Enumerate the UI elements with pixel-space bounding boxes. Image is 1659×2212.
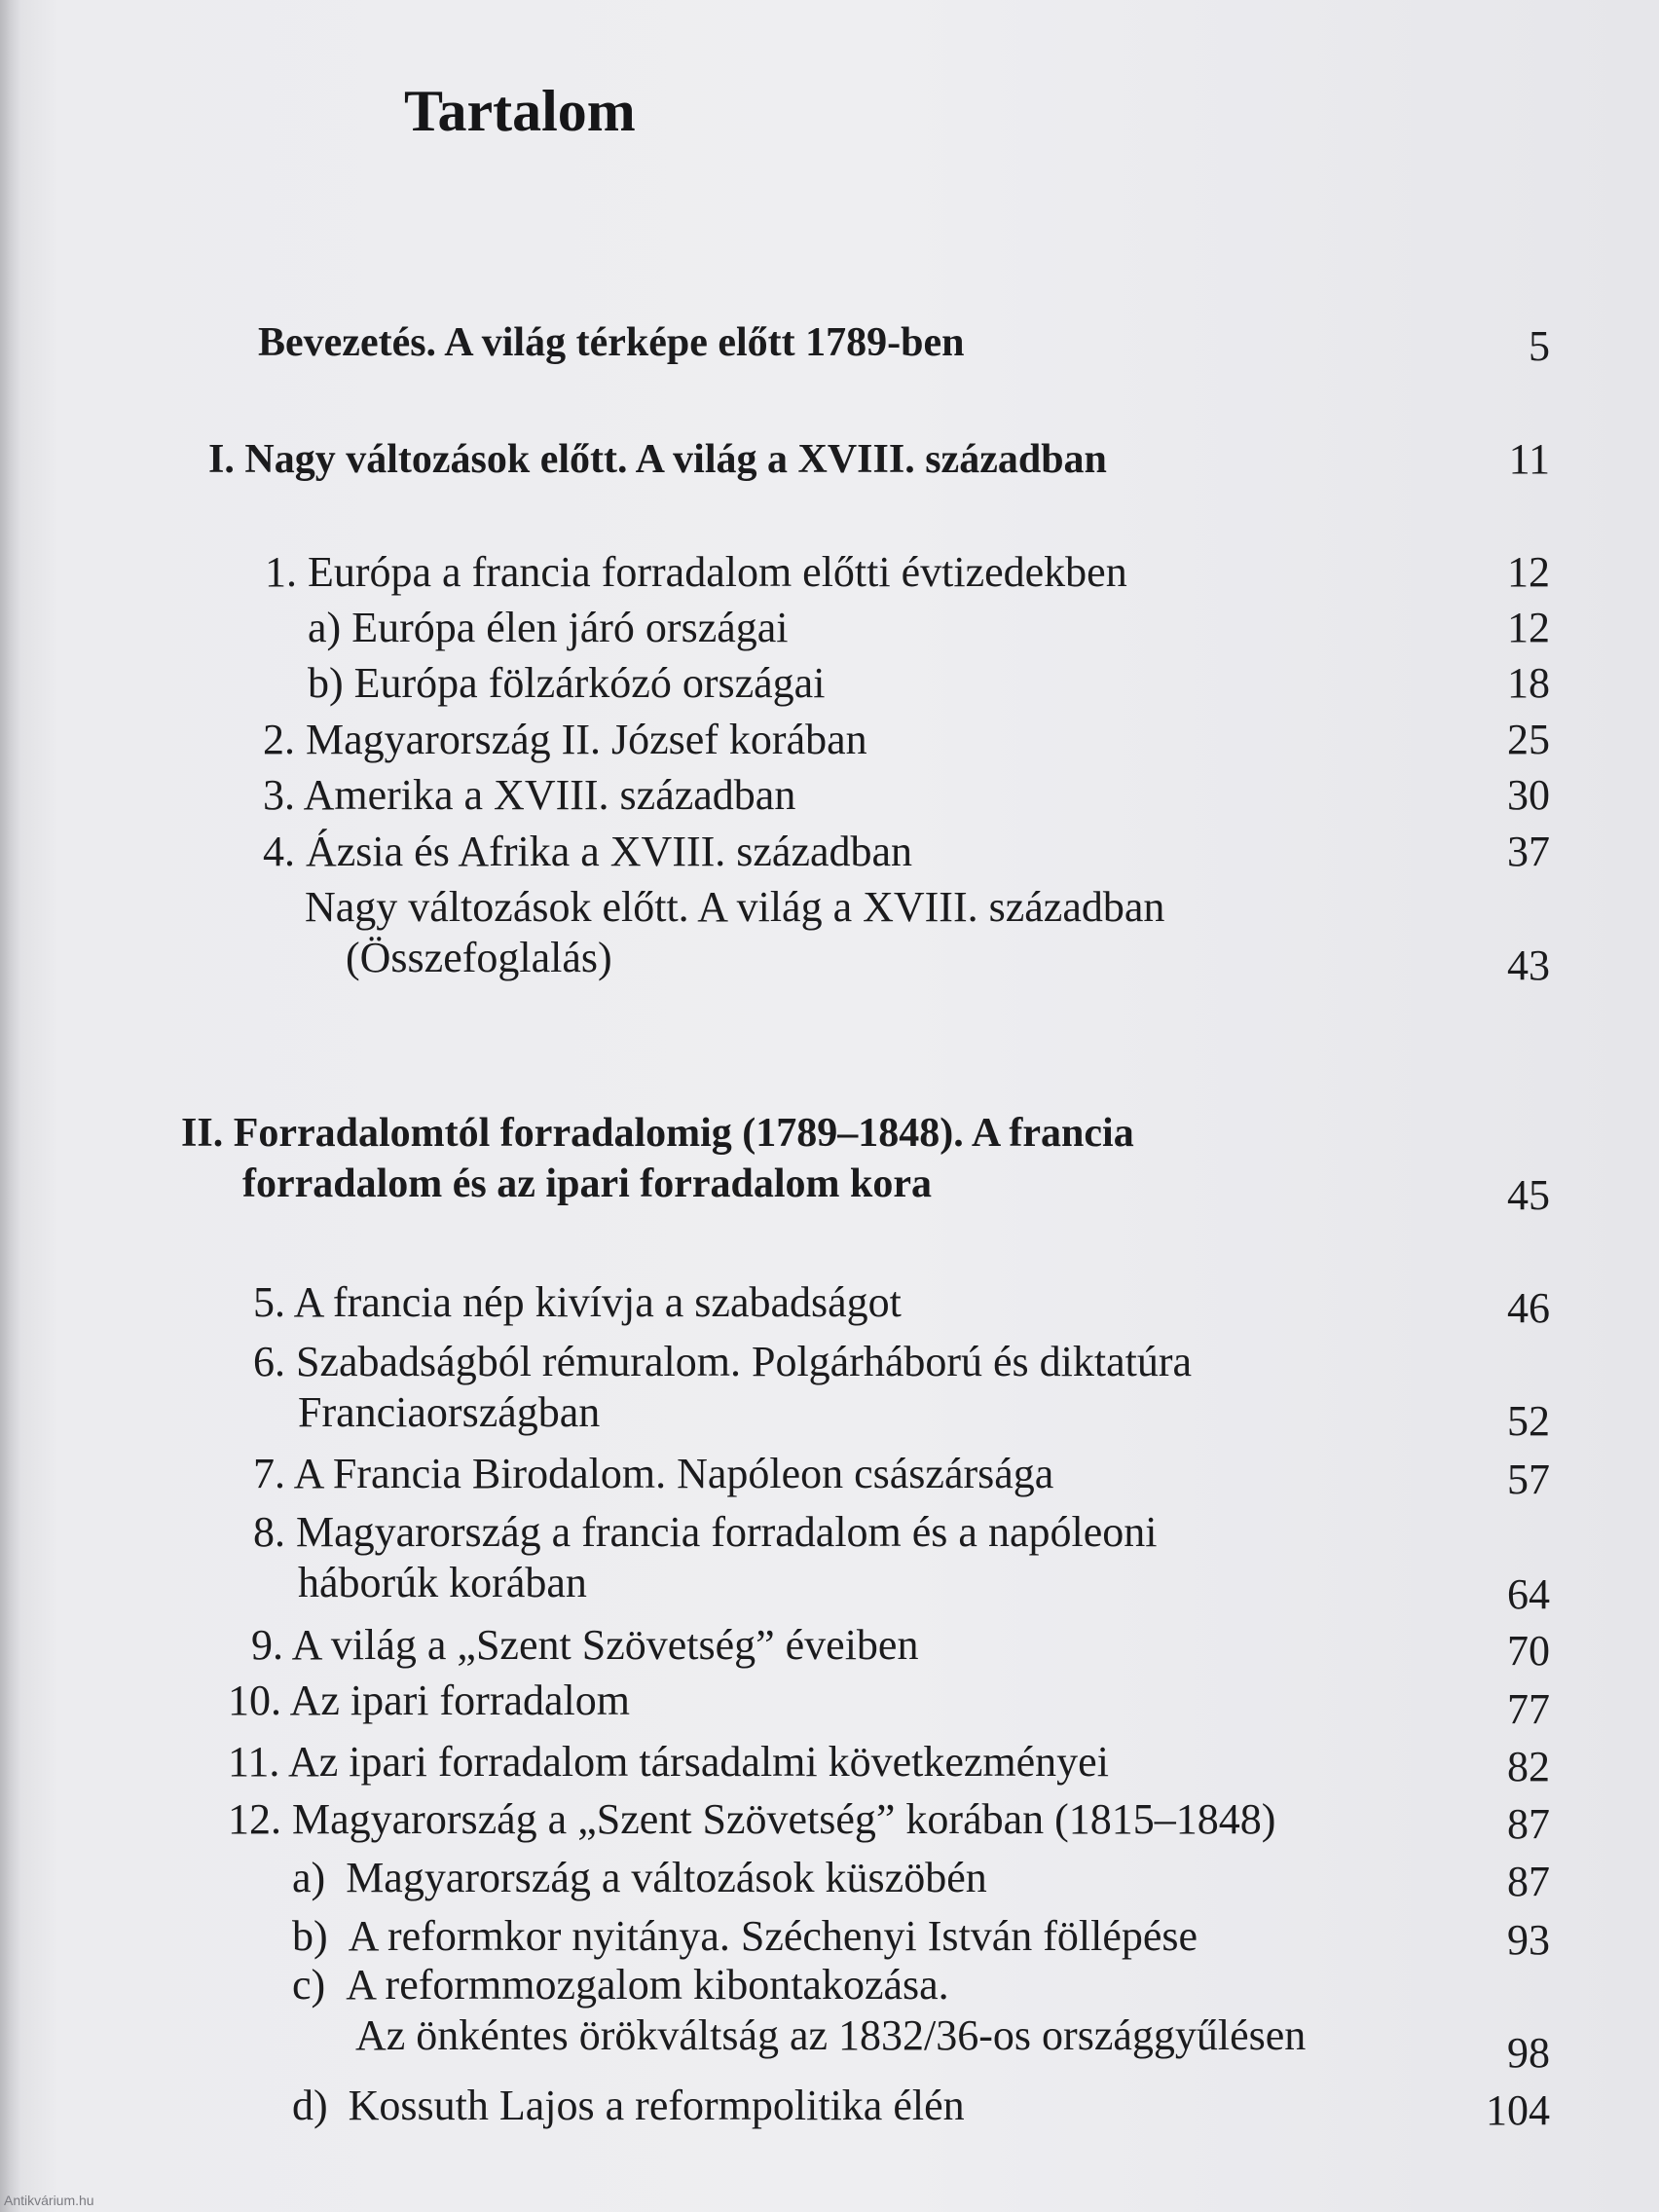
toc-entry-text: Európa élen járó országai [351, 604, 789, 651]
toc-part-label: II. [181, 1111, 224, 1156]
toc-entry-text: Nagy változások előtt. A világ a XVIII. században [244, 437, 1107, 482]
toc-chapter-number: 7. [253, 1450, 285, 1497]
toc-entry-text-line-2: (Összefoglalás) [346, 934, 612, 981]
toc-page-number: 30 [1507, 771, 1550, 819]
toc-page-number: 57 [1507, 1456, 1550, 1503]
toc-page-number: 98 [1507, 2029, 1550, 2077]
toc-entry-text: Bevezetés. A világ térképe előtt 1789-ben [258, 320, 965, 365]
toc-entry-chapter-12a [292, 1853, 987, 1903]
toc-entry-chapter-4 [263, 827, 912, 877]
toc-section-label: a) [292, 1854, 326, 1901]
toc-page-number: 37 [1507, 828, 1550, 875]
toc-entry-chapter-8 [253, 1507, 1157, 1608]
toc-entry-text-line-2: Franciaországban [298, 1388, 601, 1436]
toc-chapter-number: 8. [253, 1508, 285, 1556]
toc-entry-chapter-5 [253, 1277, 902, 1328]
toc-page-number: 52 [1507, 1397, 1550, 1445]
toc-page-number: 82 [1507, 1743, 1550, 1790]
toc-entry-chapter-9 [251, 1620, 918, 1671]
toc-entry-text: Magyarország a „Szent Szövetség” korában (1815–1848) [292, 1795, 1276, 1843]
toc-chapter-number: 2. [263, 716, 295, 763]
toc-entry-text-line-1: Szabadságból rémuralom. Polgárháború és diktatúra [296, 1338, 1193, 1385]
toc-chapter-number: 9. [251, 1621, 283, 1669]
toc-section-label: c) [292, 1961, 326, 2009]
toc-entry-text: Az ipari forradalom [289, 1677, 630, 1724]
toc-entry-text: A Francia Birodalom. Napóleon császársága [293, 1450, 1054, 1497]
toc-entry-part-1 [208, 434, 1107, 485]
toc-entry-chapter-1b [308, 658, 825, 709]
toc-chapter-number: 12. [228, 1795, 281, 1843]
toc-entry-chapter-12c [292, 1960, 1306, 2061]
toc-page-number: 12 [1507, 548, 1550, 596]
toc-entry-chapter-6 [253, 1337, 1192, 1438]
toc-entry-text: Magyarország II. József korában [306, 716, 867, 763]
toc-page-number: 93 [1507, 1916, 1550, 1964]
toc-entry-text: Amerika a XVIII. században [303, 771, 796, 819]
toc-entry-text-line-2: forradalom és az ipari forradalom kora [242, 1161, 933, 1206]
toc-section-label: a) [308, 604, 342, 651]
toc-section-label: b) [308, 659, 344, 707]
toc-section-label: d) [292, 2082, 328, 2129]
toc-chapter-number: 10. [228, 1677, 281, 1724]
toc-page-number: 46 [1507, 1284, 1550, 1332]
toc-chapter-number: 11. [228, 1738, 280, 1786]
toc-page-number: 87 [1507, 1800, 1550, 1848]
toc-section-label: b) [292, 1912, 328, 1960]
toc-entry-chapter-12b [292, 1911, 1198, 1962]
toc-entry-text: Európa fölzárkózó országai [353, 659, 826, 707]
toc-page-number: 25 [1507, 716, 1550, 763]
toc-page-number: 18 [1507, 659, 1550, 707]
toc-entry-chapter-11 [228, 1737, 1109, 1788]
toc-entry-chapter-7 [253, 1449, 1053, 1499]
toc-entry-text: A francia nép kivívja a szabadságot [293, 1278, 902, 1326]
toc-entry-text: A világ a „Szent Szövetség” éveiben [291, 1621, 919, 1669]
toc-page-number: 45 [1507, 1171, 1550, 1219]
toc-entry-text: Kossuth Lajos a reformpolitika élén [348, 2082, 965, 2129]
toc-entry-text-line-1: A reformmozgalom kibontakozása. [346, 1961, 949, 2009]
toc-entry-chapter-1 [265, 547, 1127, 598]
toc-entry-text: A reformkor nyitánya. Széchenyi István föllépése [348, 1912, 1198, 1960]
toc-page-number: 11 [1508, 435, 1550, 483]
toc-entry-part-2 [181, 1108, 1134, 1209]
toc-entry-text-line-2: Az önkéntes örökváltság az 1832/36-os országgyűlésen [355, 2011, 1307, 2059]
toc-chapter-number: 3. [263, 771, 295, 819]
toc-page-number: 104 [1486, 2086, 1550, 2134]
page-title: Tartalom [404, 79, 636, 143]
toc-entry-summary-1 [305, 882, 1164, 983]
toc-page-number: 87 [1507, 1858, 1550, 1905]
toc-entry-chapter-10 [228, 1676, 630, 1726]
toc-page-number: 70 [1507, 1627, 1550, 1675]
toc-entry-chapter-2 [263, 715, 867, 765]
toc-page-number: 12 [1507, 604, 1550, 651]
toc-page-number: 5 [1529, 322, 1550, 370]
toc-entry-text: Az ipari forradalom társadalmi következményei [287, 1738, 1109, 1786]
toc-chapter-number: 4. [263, 828, 295, 875]
toc-page-number: 77 [1507, 1685, 1550, 1733]
toc-entry-chapter-12d [292, 2081, 965, 2131]
toc-entry-chapter-3 [263, 770, 795, 821]
toc-entry-text: Ázsia és Afrika a XVIII. században [306, 828, 913, 875]
toc-page-number: 43 [1507, 941, 1550, 989]
toc-entry-text: Európa a francia forradalom előtti évtizedekben [308, 548, 1127, 596]
toc-entry-intro [258, 317, 964, 368]
toc-page-number: 64 [1507, 1570, 1550, 1618]
toc-entry-text-line-1: Forradalomtól forradalomig (1789–1848). A francia [233, 1111, 1134, 1156]
toc-entry-chapter-12 [228, 1794, 1275, 1845]
toc-entry-text: Magyarország a változások küszöbén [346, 1854, 987, 1901]
toc-part-label: I. [208, 437, 235, 482]
book-spine-edge [0, 0, 21, 2212]
watermark-text: Antikvárium.hu [4, 2193, 94, 2208]
toc-entry-text-line-2: háborúk korában [298, 1559, 587, 1606]
toc-entry-text-line-1: Nagy változások előtt. A világ a XVIII. században [305, 883, 1165, 931]
toc-chapter-number: 5. [253, 1278, 285, 1326]
toc-entry-chapter-1a [308, 603, 789, 653]
toc-chapter-number: 1. [265, 548, 297, 596]
toc-chapter-number: 6. [253, 1338, 285, 1385]
toc-entry-text-line-1: Magyarország a francia forradalom és a napóleoni [296, 1508, 1158, 1556]
